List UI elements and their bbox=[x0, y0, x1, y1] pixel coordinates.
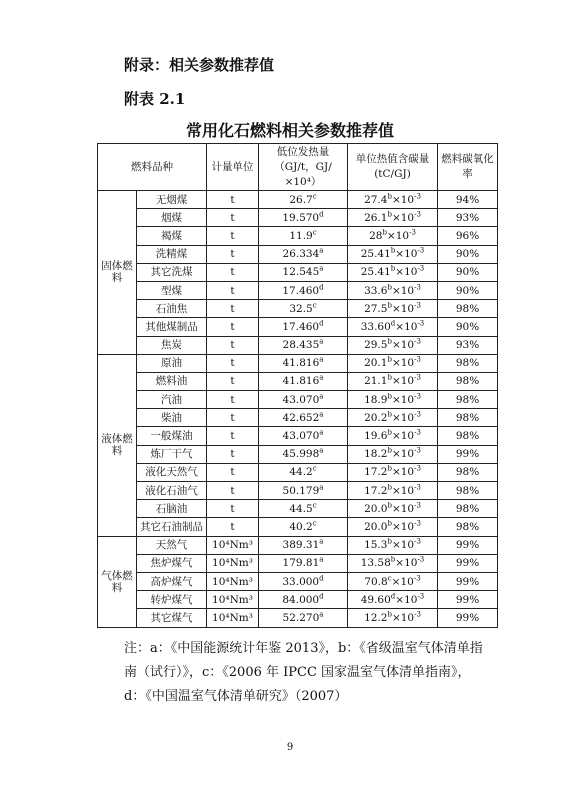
unit-cell: 10⁴Nm³ bbox=[207, 554, 259, 572]
heat-value-cell: 19.570$^d$ bbox=[259, 209, 348, 227]
carbon-content-cell: $28^b\times 10^{-3}$ bbox=[348, 227, 438, 245]
carbon-content-cell: $33.6^b\times 10^{-3}$ bbox=[348, 281, 438, 299]
fuel-name-cell: 烟煤 bbox=[137, 209, 207, 227]
carbon-content-cell: $19.6^b\times 10^{-3}$ bbox=[348, 427, 438, 445]
fuel-name-cell: 无烟煤 bbox=[137, 191, 207, 209]
table-row bbox=[98, 445, 498, 463]
unit-cell: t bbox=[207, 500, 259, 518]
oxidation-rate-cell: 99% bbox=[438, 609, 498, 627]
table-row bbox=[98, 209, 498, 227]
fuel-name-cell: 石油焦 bbox=[137, 300, 207, 318]
heat-value-cell: 26.7$^c$ bbox=[259, 191, 348, 209]
fuel-name-cell: 其它煤气 bbox=[137, 609, 207, 627]
carbon-content-cell: $20.0^b\times 10^{-3}$ bbox=[348, 518, 438, 536]
heat-value-cell: 179.81$^a$ bbox=[259, 554, 348, 572]
unit-cell: 10⁴Nm³ bbox=[207, 536, 259, 554]
unit-cell: t bbox=[207, 518, 259, 536]
heat-value-cell: 17.460$^d$ bbox=[259, 281, 348, 299]
fuel-name-cell: 柴油 bbox=[137, 409, 207, 427]
oxidation-rate-cell: 93% bbox=[438, 336, 498, 354]
table-row bbox=[98, 536, 498, 554]
unit-cell: t bbox=[207, 391, 259, 409]
table-row bbox=[98, 354, 498, 372]
table-row bbox=[98, 409, 498, 427]
unit-cell: 10⁴Nm³ bbox=[207, 609, 259, 627]
table-row bbox=[98, 336, 498, 354]
oxidation-rate-cell: 98% bbox=[438, 409, 498, 427]
heat-value-cell: 12.545$^a$ bbox=[259, 263, 348, 281]
unit-cell: t bbox=[207, 263, 259, 281]
oxidation-rate-cell: 90% bbox=[438, 263, 498, 281]
heat-value-cell: 28.435$^a$ bbox=[259, 336, 348, 354]
unit-cell: 10⁴Nm³ bbox=[207, 572, 259, 590]
fuel-name-cell: 石脑油 bbox=[137, 500, 207, 518]
fuel-category-cell: 固体燃料 bbox=[98, 191, 137, 355]
oxidation-rate-cell: 98% bbox=[438, 518, 498, 536]
oxidation-rate-cell: 98% bbox=[438, 354, 498, 372]
oxidation-rate-cell: 98% bbox=[438, 372, 498, 390]
unit-cell: t bbox=[207, 281, 259, 299]
unit-cell: t bbox=[207, 482, 259, 500]
carbon-content-cell: $12.2^b\times 10^{-3}$ bbox=[348, 609, 438, 627]
heat-value-cell: 43.070$^a$ bbox=[259, 391, 348, 409]
table-row bbox=[98, 518, 498, 536]
oxidation-rate-cell: 98% bbox=[438, 463, 498, 481]
oxidation-rate-cell: 99% bbox=[438, 591, 498, 609]
heat-value-cell: 26.334$^a$ bbox=[259, 245, 348, 263]
fuel-name-cell: 其它洗煤 bbox=[137, 263, 207, 281]
oxidation-rate-cell: 90% bbox=[438, 281, 498, 299]
heat-value-cell: 43.070$^a$ bbox=[259, 427, 348, 445]
carbon-content-cell: $21.1^b\times 10^{-3}$ bbox=[348, 372, 438, 390]
fuel-name-cell: 液化石油气 bbox=[137, 482, 207, 500]
table-row bbox=[98, 482, 498, 500]
table-row bbox=[98, 300, 498, 318]
fuel-name-cell: 原油 bbox=[137, 354, 207, 372]
oxidation-rate-cell: 99% bbox=[438, 572, 498, 590]
fuel-name-cell: 焦炭 bbox=[137, 336, 207, 354]
oxidation-rate-cell: 90% bbox=[438, 318, 498, 336]
heat-value-cell: 50.179$^a$ bbox=[259, 482, 348, 500]
fuel-name-cell: 一般煤油 bbox=[137, 427, 207, 445]
heat-value-cell: 45.998$^a$ bbox=[259, 445, 348, 463]
table-row bbox=[98, 281, 498, 299]
carbon-content-cell: $20.1^b\times 10^{-3}$ bbox=[348, 354, 438, 372]
heat-value-cell: 44.2$^c$ bbox=[259, 463, 348, 481]
carbon-content-cell: $18.9^b\times 10^{-3}$ bbox=[348, 391, 438, 409]
carbon-content-cell: $18.2^b\times 10^{-3}$ bbox=[348, 445, 438, 463]
unit-cell: t bbox=[207, 336, 259, 354]
unit-cell: t bbox=[207, 318, 259, 336]
fuel-name-cell: 转炉煤气 bbox=[137, 591, 207, 609]
carbon-content-cell: $70.8^c\times 10^{-3}$ bbox=[348, 572, 438, 590]
carbon-content-cell: $17.2^b\times 10^{-3}$ bbox=[348, 463, 438, 481]
table-row bbox=[98, 191, 498, 209]
heat-value-cell: 41.816$^a$ bbox=[259, 372, 348, 390]
fuel-name-cell: 液化天然气 bbox=[137, 463, 207, 481]
oxidation-rate-cell: 99% bbox=[438, 445, 498, 463]
header-oxidation-rate: 燃料碳氧化率 bbox=[438, 144, 498, 191]
table-row bbox=[98, 609, 498, 627]
table-row bbox=[98, 572, 498, 590]
carbon-content-cell: $17.2^b\times 10^{-3}$ bbox=[348, 482, 438, 500]
oxidation-rate-cell: 98% bbox=[438, 391, 498, 409]
table-header-row bbox=[98, 144, 498, 191]
heat-value-cell: 84.000$^d$ bbox=[259, 591, 348, 609]
table-row bbox=[98, 318, 498, 336]
fuel-name-cell: 其他煤制品 bbox=[137, 318, 207, 336]
oxidation-rate-cell: 98% bbox=[438, 300, 498, 318]
heat-value-cell: 41.816$^a$ bbox=[259, 354, 348, 372]
carbon-content-cell: $29.5^b\times 10^{-3}$ bbox=[348, 336, 438, 354]
carbon-content-cell: $13.58^b\times 10^{-3}$ bbox=[348, 554, 438, 572]
unit-cell: t bbox=[207, 191, 259, 209]
heat-value-cell: 44.5$^c$ bbox=[259, 500, 348, 518]
unit-cell: 10⁴Nm³ bbox=[207, 591, 259, 609]
header-unit: 计量单位 bbox=[207, 144, 259, 191]
unit-cell: t bbox=[207, 227, 259, 245]
unit-cell: t bbox=[207, 354, 259, 372]
header-fuel-type: 燃料品种 bbox=[98, 144, 207, 191]
fuel-category-cell: 气体燃料 bbox=[98, 536, 137, 627]
heat-value-cell: 40.2$^c$ bbox=[259, 518, 348, 536]
carbon-content-cell: $25.41^b\times 10^{-3}$ bbox=[348, 245, 438, 263]
oxidation-rate-cell: 96% bbox=[438, 227, 498, 245]
oxidation-rate-cell: 90% bbox=[438, 245, 498, 263]
heat-value-cell: 33.000$^d$ bbox=[259, 572, 348, 590]
oxidation-rate-cell: 99% bbox=[438, 536, 498, 554]
page-number: 9 bbox=[286, 742, 294, 753]
table-row bbox=[98, 500, 498, 518]
fuel-name-cell: 洗精煤 bbox=[137, 245, 207, 263]
fuel-name-cell: 焦炉煤气 bbox=[137, 554, 207, 572]
table-title: 常用化石燃料相关参数推荐值 bbox=[185, 121, 394, 140]
oxidation-rate-cell: 98% bbox=[438, 427, 498, 445]
carbon-content-cell: $33.60^d\times 10^{-3}$ bbox=[348, 318, 438, 336]
table-row bbox=[98, 245, 498, 263]
fuel-name-cell: 天然气 bbox=[137, 536, 207, 554]
heat-value-cell: 11.9$^c$ bbox=[259, 227, 348, 245]
table-row bbox=[98, 227, 498, 245]
unit-cell: t bbox=[207, 445, 259, 463]
table-body bbox=[98, 191, 498, 628]
heat-value-cell: 42.652$^a$ bbox=[259, 409, 348, 427]
fuel-name-cell: 炼厂干气 bbox=[137, 445, 207, 463]
table-row bbox=[98, 591, 498, 609]
fuel-parameters-table bbox=[97, 143, 498, 628]
table-row bbox=[98, 427, 498, 445]
fuel-name-cell: 褐煤 bbox=[137, 227, 207, 245]
carbon-content-cell: $20.2^b\times 10^{-3}$ bbox=[348, 409, 438, 427]
oxidation-rate-cell: 99% bbox=[438, 554, 498, 572]
fuel-name-cell: 燃料油 bbox=[137, 372, 207, 390]
carbon-content-cell: $27.5^b\times 10^{-3}$ bbox=[348, 300, 438, 318]
oxidation-rate-cell: 93% bbox=[438, 209, 498, 227]
unit-cell: t bbox=[207, 463, 259, 481]
fuel-category-cell: 液体燃料 bbox=[98, 354, 137, 536]
heat-value-cell: 389.31$^a$ bbox=[259, 536, 348, 554]
header-carbon-content: 单位热值含碳量(tC/GJ) bbox=[348, 144, 438, 191]
carbon-content-cell: $20.0^b\times 10^{-3}$ bbox=[348, 500, 438, 518]
carbon-content-cell: $27.4^b\times 10^{-3}$ bbox=[348, 191, 438, 209]
appendix-table-label: 附表 2.1 bbox=[124, 90, 186, 108]
carbon-content-cell: $26.1^b\times 10^{-3}$ bbox=[348, 209, 438, 227]
fuel-name-cell: 型煤 bbox=[137, 281, 207, 299]
carbon-content-cell: $15.3^b\times 10^{-3}$ bbox=[348, 536, 438, 554]
table-row bbox=[98, 554, 498, 572]
table-row bbox=[98, 372, 498, 390]
unit-cell: t bbox=[207, 372, 259, 390]
carbon-content-cell: $49.60^d\times 10^{-3}$ bbox=[348, 591, 438, 609]
table-row bbox=[98, 463, 498, 481]
table-row bbox=[98, 391, 498, 409]
table-row bbox=[98, 263, 498, 281]
carbon-content-cell: $25.41^b\times 10^{-3}$ bbox=[348, 263, 438, 281]
oxidation-rate-cell: 94% bbox=[438, 191, 498, 209]
oxidation-rate-cell: 98% bbox=[438, 500, 498, 518]
oxidation-rate-cell: 98% bbox=[438, 482, 498, 500]
unit-cell: t bbox=[207, 427, 259, 445]
appendix-heading: 附录：相关参数推荐值 bbox=[124, 56, 275, 74]
fuel-name-cell: 高炉煤气 bbox=[137, 572, 207, 590]
unit-cell: t bbox=[207, 409, 259, 427]
source-note: 注：a：《中国能源统计年鉴 2013》，b：《省级温室气体清单指南（试行）》，c：《2006 年 IPCC 国家温室气体清单指南》，d：《中国温室气体清单研究》（2007） bbox=[124, 641, 483, 704]
heat-value-cell: 52.270$^a$ bbox=[259, 609, 348, 627]
heat-value-cell: 32.5$^c$ bbox=[259, 300, 348, 318]
unit-cell: t bbox=[207, 300, 259, 318]
fuel-name-cell: 其它石油制品 bbox=[137, 518, 207, 536]
fuel-name-cell: 汽油 bbox=[137, 391, 207, 409]
unit-cell: t bbox=[207, 245, 259, 263]
unit-cell: t bbox=[207, 209, 259, 227]
heat-value-cell: 17.460$^d$ bbox=[259, 318, 348, 336]
header-heat-value: 低位发热量（GJ/t，GJ/×10⁴） bbox=[259, 144, 348, 191]
